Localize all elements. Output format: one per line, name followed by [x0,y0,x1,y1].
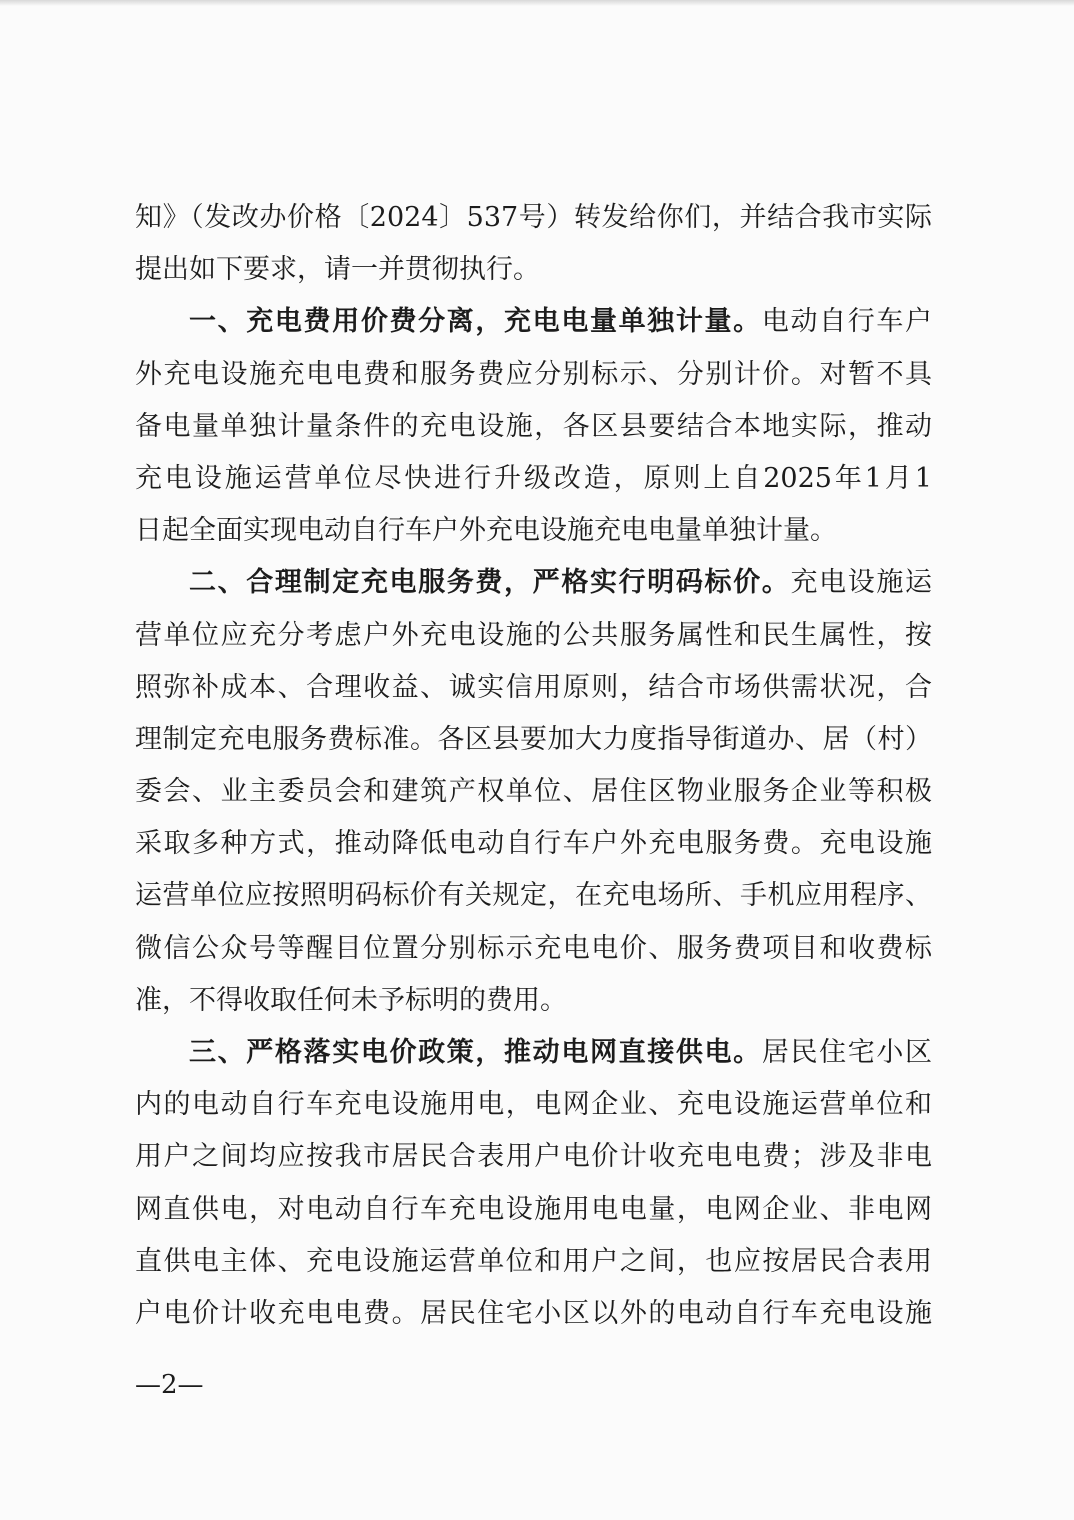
body-line: 户电价计收充电电费。居民住宅小区以外的电动自行车充电设施 [135,1297,932,1329]
body-line: 充电设施运营单位尽快进行升级改造，原则上自2025年1月1 [135,462,932,494]
body-line: 采取多种方式，推动降低电动自行车户外充电服务费。充电设施 [135,828,932,860]
document-body [135,192,932,1340]
body-line: 照弥补成本、合理收益、诚实信用原则，结合市场供需状况，合 [135,671,932,703]
body-line: 知》（发改办价格〔2024〕537号）转发给你们，并结合我市实际 [135,202,932,233]
body-line: 微信公众号等醒目位置分别标示充电电价、服务费项目和收费标 [135,932,932,964]
body-line: 外充电设施充电电费和服务费应分别标示、分别计价。对暂不具 [135,358,932,390]
body-line: 运营单位应按照明码标价有关规定，在充电场所、手机应用程序、 [135,880,932,912]
page-number: —2— [135,1370,204,1400]
scan-top-edge [0,0,1074,6]
body-line: 内的电动自行车充电设施用电，电网企业、充电设施运营单位和 [135,1089,932,1121]
body-line: 营单位应充分考虑户外充电设施的公共服务属性和民生属性，按 [135,619,932,651]
section-2-first-line [135,557,932,609]
body-line: 网直供电，对电动自行车充电设施用电电量，电网企业、非电网 [135,1193,932,1225]
body-line: 提出如下要求，请一并贯彻执行。 [135,254,540,286]
body-text: 电动自行车户 [761,306,933,338]
section-3-first-line [135,1027,932,1079]
body-line: 理制定充电服务费标准。各区县要加大力度指导街道办、居（村） [135,723,932,755]
body-line: 准，不得收取任何未予标明的费用。 [135,984,567,1016]
body-line: 委会、业主委员会和建筑产权单位、居住区物业服务企业等积极 [135,776,932,808]
body-line: 直供电主体、充电设施运营单位和用户之间，也应按居民合表用 [135,1245,932,1277]
section-heading-3: 三、严格落实电价政策，推动电网直接供电。 [189,1037,762,1068]
section-heading-2: 二、合理制定充电服务费，严格实行明码标价。 [189,567,791,599]
body-line: 备电量单独计量条件的充电设施，各区县要结合本地实际，推动 [135,410,932,442]
body-line: 日起全面实现电动自行车户外充电设施充电电量单独计量。 [135,515,837,547]
body-line: 用户之间均应按我市居民合表用户电价计收充电电费；涉及非电 [135,1141,932,1173]
body-text: 充电设施运 [790,567,933,599]
body-text: 居民住宅小区 [761,1037,933,1068]
section-heading-1: 一、充电费用价费分离，充电电量单独计量。 [189,306,762,338]
section-1-first-line [135,296,932,348]
